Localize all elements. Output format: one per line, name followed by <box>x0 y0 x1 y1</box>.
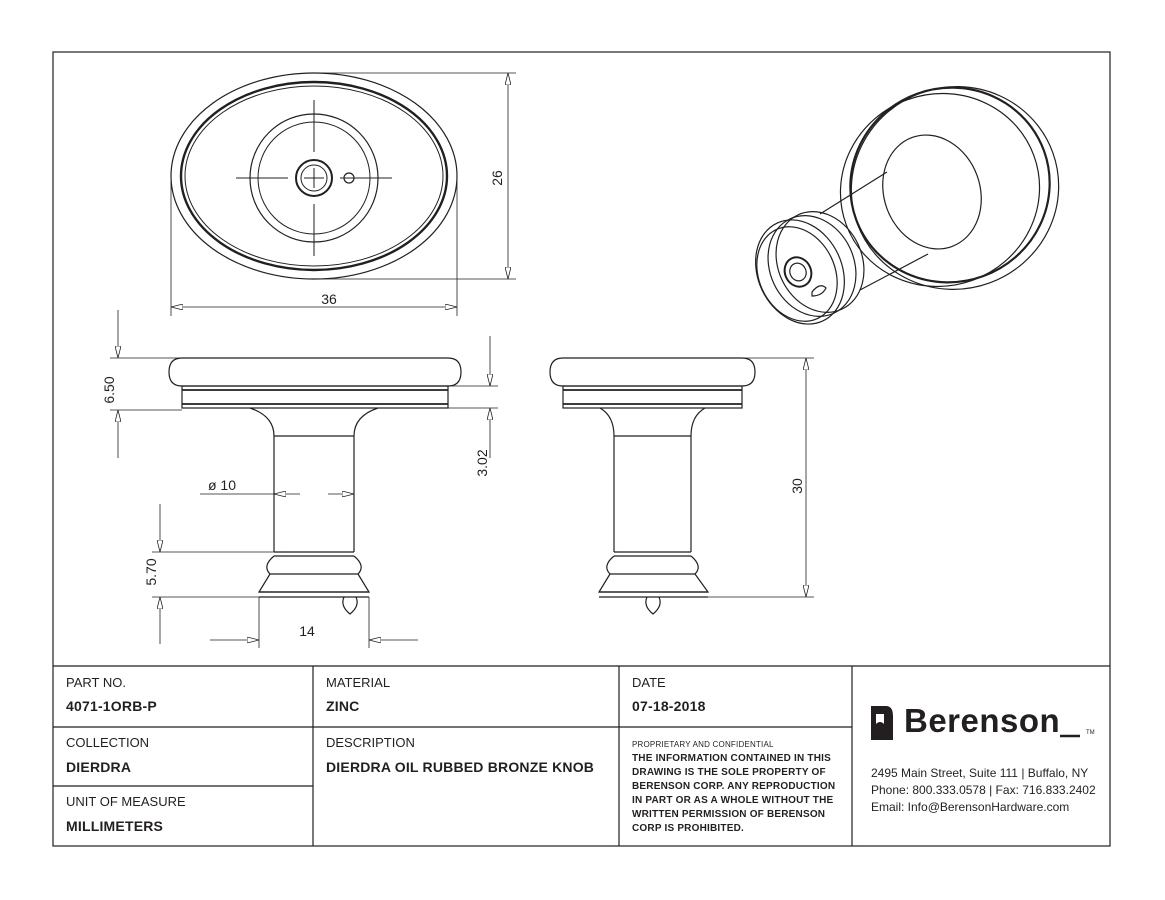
legal-line: IN PART OR AS A WHOLE WITHOUT THE <box>632 795 834 806</box>
collection-value: DIERDRA <box>66 759 132 775</box>
dim-lip-thickness-label: 3.02 <box>474 449 490 477</box>
dim-stem-diameter-label: ø 10 <box>207 477 237 493</box>
dim-rose-thickness-label: 6.50 <box>101 376 117 404</box>
dimension-lines-side <box>708 358 814 597</box>
dim-width-label: 36 <box>321 291 337 307</box>
material-value: ZINC <box>326 698 360 714</box>
company-address: 2495 Main Street, Suite 111 | Buffalo, NY <box>871 766 1089 780</box>
legal-line: WRITTEN PERMISSION OF BERENSON <box>632 809 826 820</box>
legal-line: DRAWING IS THE SOLE PROPERTY OF <box>632 767 826 778</box>
company-name: Berenson <box>904 702 1061 739</box>
berenson-logo-icon <box>871 706 893 740</box>
company-phone: Phone: 800.333.0578 | Fax: 716.833.2402 <box>871 783 1096 797</box>
legal-line: THE INFORMATION CONTAINED IN THIS <box>632 753 831 764</box>
description-label: DESCRIPTION <box>326 735 415 750</box>
unit-value: MILLIMETERS <box>66 818 164 834</box>
dim-base-diameter-label: 14 <box>299 623 315 639</box>
legal-heading: PROPRIETARY AND CONFIDENTIAL <box>632 740 774 749</box>
isometric-view <box>739 58 1087 339</box>
material-label: MATERIAL <box>326 675 391 690</box>
dimension-lines-top <box>171 73 516 316</box>
dim-height-label: 26 <box>489 170 505 186</box>
collection-label: COLLECTION <box>66 735 150 750</box>
date-value: 07-18-2018 <box>632 698 706 714</box>
legal-line: BERENSON CORP. ANY REPRODUCTION <box>632 781 836 792</box>
company-email: Email: Info@BerensonHardware.com <box>871 800 1070 814</box>
dim-projection-label: 30 <box>789 478 805 494</box>
description-value: DIERDRA OIL RUBBED BRONZE KNOB <box>326 759 595 775</box>
legal-line: CORP IS PROHIBITED. <box>632 823 744 834</box>
part-no-label: PART NO. <box>66 675 126 690</box>
trademark-mark: TM <box>1086 730 1095 736</box>
side-view <box>550 358 755 614</box>
date-label: DATE <box>632 675 666 690</box>
title-block-grid <box>53 666 1110 846</box>
top-view <box>171 73 457 279</box>
dim-base-height-label: 5.70 <box>143 558 159 586</box>
part-no-value: 4071-1ORB-P <box>66 698 157 714</box>
unit-label: UNIT OF MEASURE <box>66 794 186 809</box>
